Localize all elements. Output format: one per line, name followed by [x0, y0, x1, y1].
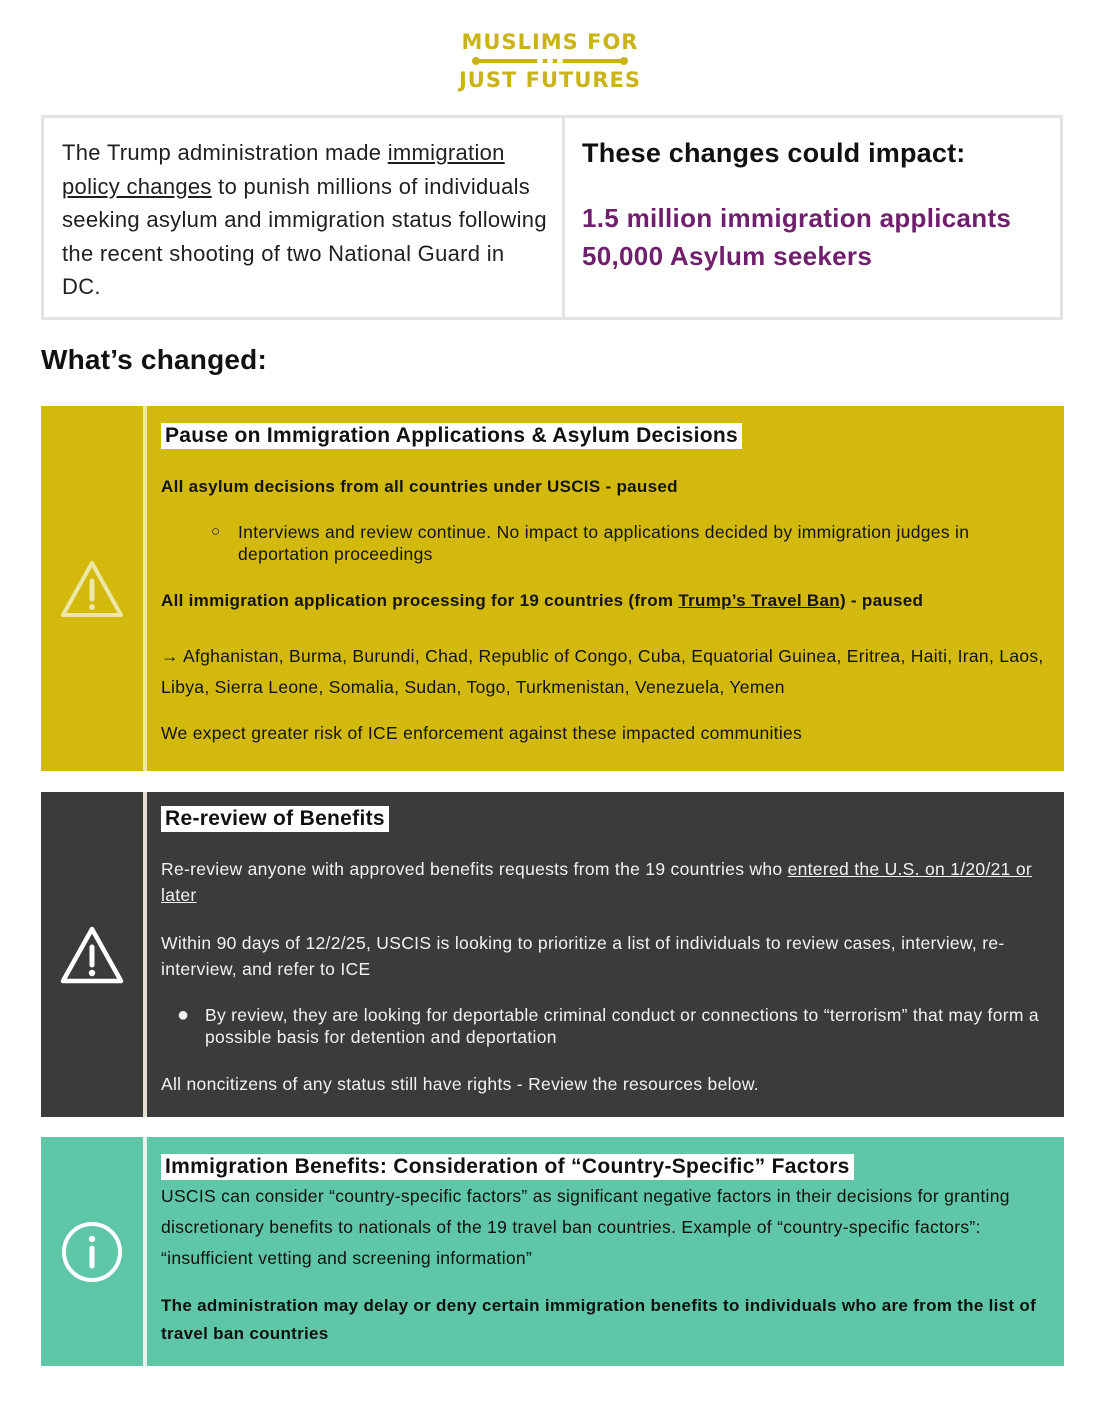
processing-paused: All immigration application processing for 19 countries (from Trump’s Travel Ban) - paused [161, 591, 924, 610]
intro-text [44, 118, 565, 317]
card-country-factors [41, 1137, 1064, 1366]
review-bullet: ● By review, they are looking for deportable criminal conduct or connections to “terrorism” that may form a possible basis for detention and deportation [161, 1004, 1048, 1048]
within-text: Within 90 days of 12/2/25, USCIS is looking to prioritize a list of individuals to review cases, interview, re-interview, and refer to ICE [161, 933, 1005, 979]
card-country-factors-body [147, 1137, 1064, 1366]
delay-deny-text: The administration may delay or deny certain immigration benefits to individuals who are from the list of travel ban countries [161, 1296, 1037, 1343]
entered-us-link[interactable]: entered the U.S. on 1/20/21 or later [161, 859, 1033, 905]
impact-title: These changes could impact: [582, 138, 966, 168]
interviews-note: ○ Interviews and review continue. No impact to applications decided by immigration judges in deportation proceedings [161, 521, 1048, 565]
impact-stat-asylum: 50,000 Asylum seekers [582, 241, 873, 271]
intro-text-before: The Trump administration made [62, 140, 388, 165]
logo-line-1: MUSLIMS FOR [461, 30, 639, 54]
card-rereview [41, 792, 1064, 1117]
logo [0, 30, 1100, 92]
countries-list: → Afghanistan, Burma, Burundi, Chad, Republic of Congo, Cuba, Equatorial Guinea, Eritrea, Haiti, Iran, Laos, Libya, Sierra Leone, Somalia, Sudan, Togo, Turkmenistan, Venezuela, Yemen [161, 646, 1044, 697]
card-pause-body [147, 406, 1064, 771]
intro-box [41, 115, 1063, 320]
intro-text-after: to punish millions of individuals seeking asylum and immigration status following the recent shooting of two National Guard in DC. [62, 173, 547, 299]
info-icon [60, 1220, 124, 1284]
card-country-factors-title: Immigration Benefits: Consideration of “Country-Specific” Factors [161, 1154, 854, 1180]
review-bullet-text: By review, they are looking for deportable criminal conduct or connections to “terrorism” that may form a possible basis for detention and deportation [205, 1005, 1039, 1047]
travel-ban-link[interactable]: Trump’s Travel Ban [678, 591, 840, 610]
rereview-text: Re-review anyone with approved benefits requests from the 19 countries who entered the U.S. on 1/20/21 or later [161, 859, 1033, 905]
asylum-paused: All asylum decisions from all countries under USCIS - paused [161, 477, 678, 496]
card-rereview-title: Re-review of Benefits [161, 806, 389, 832]
section-title: What’s changed: [41, 344, 267, 375]
warning-icon [60, 559, 124, 619]
card-pause [41, 406, 1064, 771]
policy-changes-link[interactable]: immigration policy changes [62, 140, 505, 199]
impact-panel [565, 118, 1060, 317]
logo-line-2: JUST FUTURES [458, 68, 642, 92]
risk-note: We expect greater risk of ICE enforcement against these impacted communities [161, 723, 803, 743]
interviews-note-text: Interviews and review continue. No impact to applications decided by immigration judges in deportation proceedings [238, 522, 970, 564]
card-rereview-body [147, 792, 1064, 1117]
impact-stat-applicants: 1.5 million immigration applicants [582, 203, 1012, 233]
card-pause-title: Pause on Immigration Applications & Asylum Decisions [161, 423, 742, 449]
country-factors-text: USCIS can consider “country-specific factors” as significant negative factors in their decisions for granting discretionary benefits to nationals of the 19 travel ban countries. Example of “country-specific factors”: “insufficient vetting and screening information” [161, 1186, 1010, 1268]
rights-note: All noncitizens of any status still have rights - Review the resources below. [161, 1074, 759, 1094]
warning-icon [60, 925, 124, 985]
logo-divider-icon [470, 54, 630, 68]
